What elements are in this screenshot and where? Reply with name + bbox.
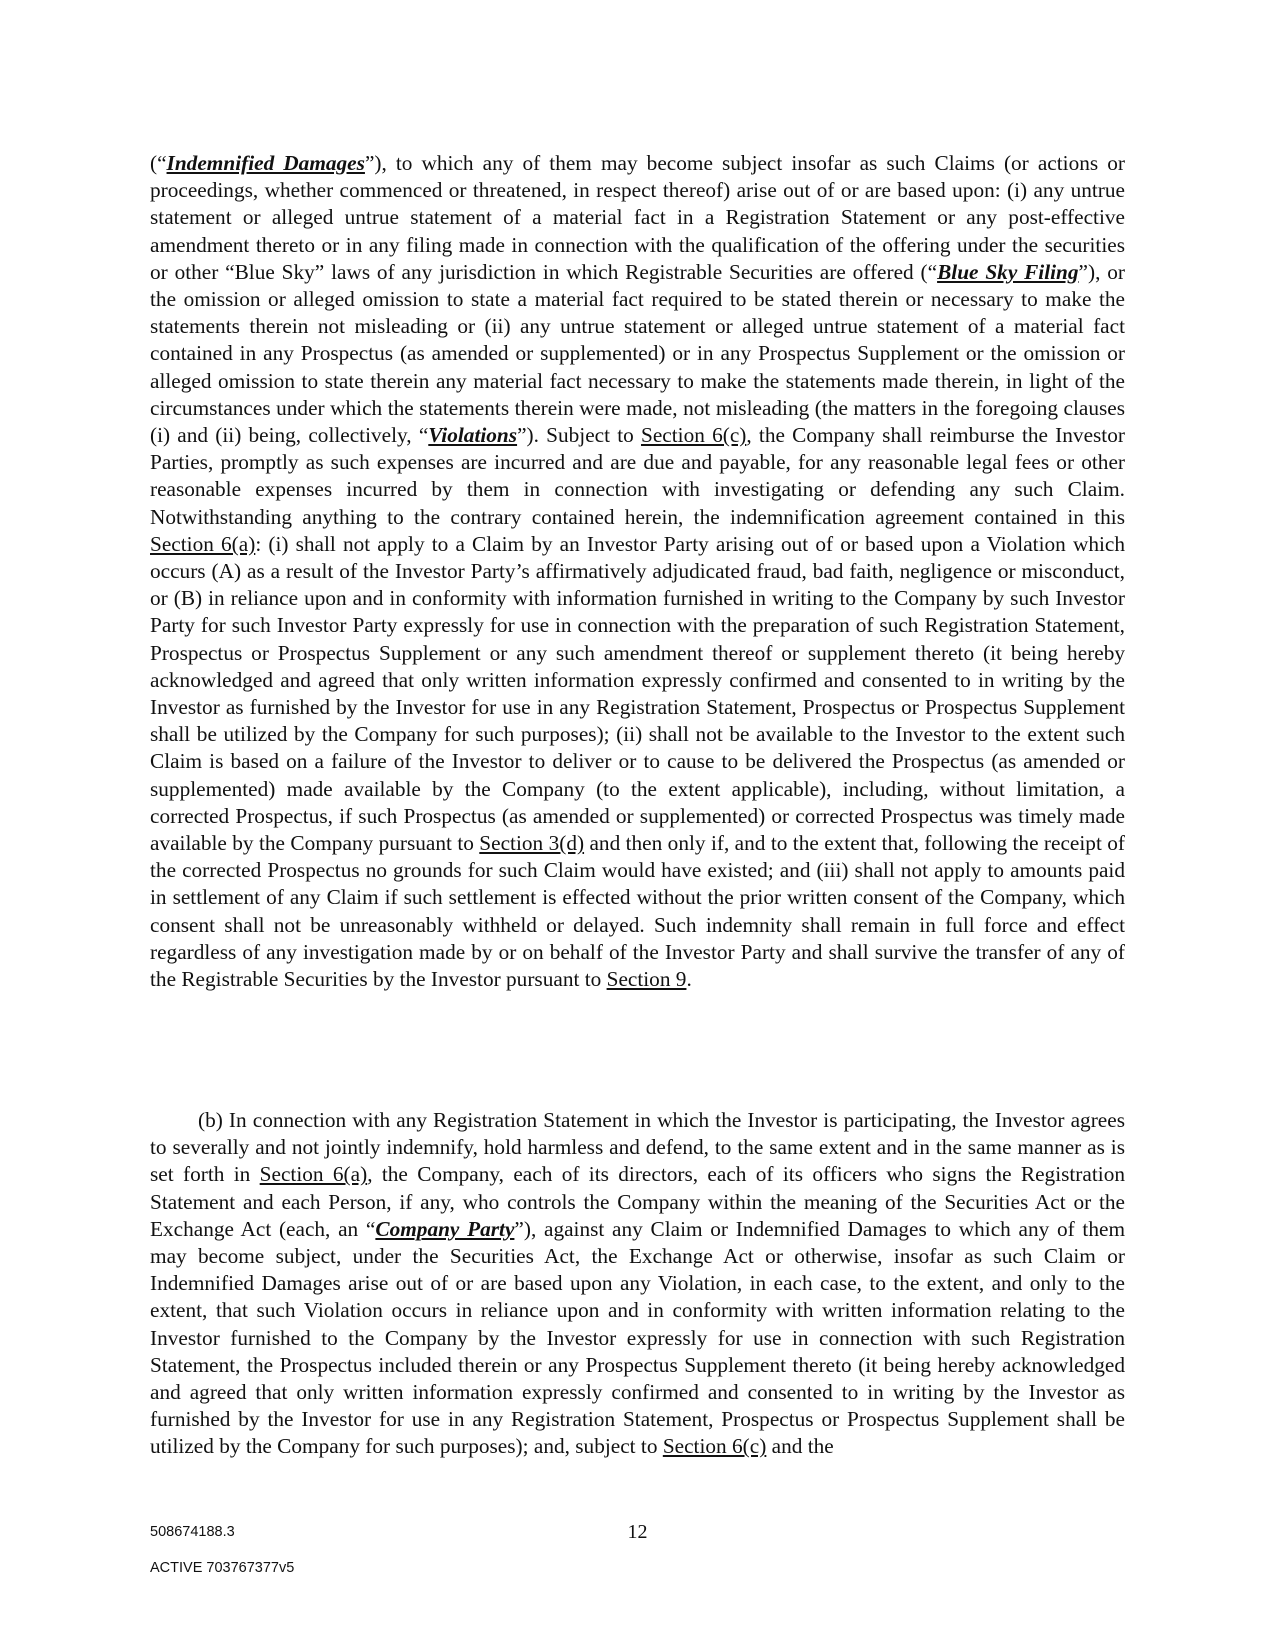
text-run: ”), or the omission or alleged omission to state a material fact required to be stated therein or necessary to make the statements therein not misleading or (ii) any untrue statement or alleged untrue statement of a material fact contained in any Prospectus (as amended or supplemented) or in any Prospectus Supplement or the omission or alleged omission to state therein any material fact necessary to make the statements made therein, in light of the circumstances under which the statements therein were made, not misleading (the matters in the foregoing clauses (i) and (ii) being, collectively, “	[150, 259, 1125, 448]
text-run: ”), to which any of them may become subject insofar as such Claims (or actions or proceedings, whether commenced or threatened, in respect thereof) arise out of or are based upon: (i) any untrue statement or alleged untrue statement of a material fact in a Registration Statement or any post-effective amendment thereto or in any filing made in connection with the qualification of the offering under the securities or other “Blue Sky” laws of any jurisdiction in which Registrable Securities are offered (“	[150, 151, 1125, 284]
text-run: , the Company shall reimburse the Investor Parties, promptly as such expenses are incurred and are due and payable, for any reasonable legal fees or other reasonable expenses incurred by them in connection with investigating or defending any such Claim. Notwithstanding anything to the contrary contained herein, the indemnification agreement contained in this	[150, 423, 1125, 529]
text-run: .	[686, 967, 692, 992]
section-reference-6c: Section 6(c)	[641, 423, 747, 448]
section-reference-6c: Section 6(c)	[662, 1434, 767, 1459]
section-reference-6a: Section 6(a)	[259, 1162, 368, 1187]
text-run: and the	[766, 1434, 834, 1459]
page-number: 12	[627, 1521, 648, 1543]
text-run: ”), against any Claim or Indemnified Damages to which any of them may become subject, under the Securities Act, the Exchange Act or otherwise, insofar as such Claim or Indemnified Damages arise out of or are based upon any Violation, in each case, to the extent, and only to the extent, that such Violation occurs in reliance upon and in conformity with written information relating to the Investor furnished to the Company by the Investor expressly for use in connection with such Registration Statement, the Prospectus included therein or any Prospectus Supplement thereto (it being hereby acknowledged and agreed that only written information expressly confirmed and consented to in writing by the Investor as furnished by the Investor for use in any Registration Statement, Prospectus or Prospectus Supplement shall be utilized by the Company for such purposes); and, subject to	[150, 1216, 1126, 1459]
text-run: : (i) shall not apply to a Claim by an Investor Party arising out of or based upon a Violation which occurs (A) as a result of the Investor Party’s affirmatively adjudicated fraud, bad faith, negligence or misconduct, or (B) in reliance upon and in conformity with information furnished in writing to the Company by such Investor Party for such Investor Party expressly for use in connection with the preparation of such Registration Statement, Prospectus or Prospectus Supplement or any such amendment thereof or supplement thereto (it being hereby acknowledged and agreed that only written information expressly confirmed and consented to in writing by the Investor as furnished by the Investor for use in any Registration Statement, Prospectus or Prospectus Supplement shall be utilized by the Company for such purposes); (ii) shall not be available to the Investor to the extent such Claim is based on a failure of the Investor to deliver or to cause to be delivered the Prospectus (as amended or supplemented) made available by the Company (to the extent applicable), including, without limitation, a corrected Prospectus, if such Prospectus (as amended or supplemented) or corrected Prospectus was timely made available by the Company pursuant to	[150, 531, 1125, 856]
defined-term-company-party: Company Party	[375, 1216, 515, 1241]
defined-term-blue-sky-filing: Blue Sky Filing	[937, 259, 1079, 284]
defined-term-indemnified-damages: Indemnified Damages	[166, 151, 365, 175]
text-run: (b) In connection with any Registration Statement in which the Investor is participating, the Investor agrees to severally and not jointly indemnify, hold harmless and defend, to the same extent and in the same manner as is set forth in	[150, 1108, 1125, 1187]
section-reference-9: Section 9	[606, 967, 687, 992]
section-reference-6a: Section 6(a)	[150, 531, 256, 556]
text-run: (“	[150, 151, 167, 175]
text-run: and then only if, and to the extent that, following the receipt of the corrected Prospectus no grounds for such Claim would have existed; and (iii) shall not apply to amounts paid in settlement of any Claim if such settlement is effected without the prior written consent of the Company, which consent shall not be unreasonably withheld or delayed. Such indemnity shall remain in full force and effect regardless of any investigation made by or on behalf of the Investor Party and shall survive the transfer of any of the Registrable Securities by the Investor pursuant to	[150, 831, 1125, 992]
paragraph-indemnification-a	[150, 150, 1125, 993]
text-run: , the Company, each of its directors, each of its officers who signs the Registration Statement and each Person, if any, who controls the Company within the meaning of the Securities Act or the Exchange Act (each, an “	[150, 1162, 1125, 1241]
footer-active-doc-id: ACTIVE 703767377v5	[150, 1560, 295, 1576]
paragraph-indemnification-b	[150, 1107, 1125, 1461]
defined-term-violations: Violations	[428, 423, 518, 448]
section-reference-3d: Section 3(d)	[479, 831, 585, 856]
text-run: ”). Subject to	[517, 423, 641, 448]
footer-doc-id: 508674188.3	[150, 1524, 235, 1540]
